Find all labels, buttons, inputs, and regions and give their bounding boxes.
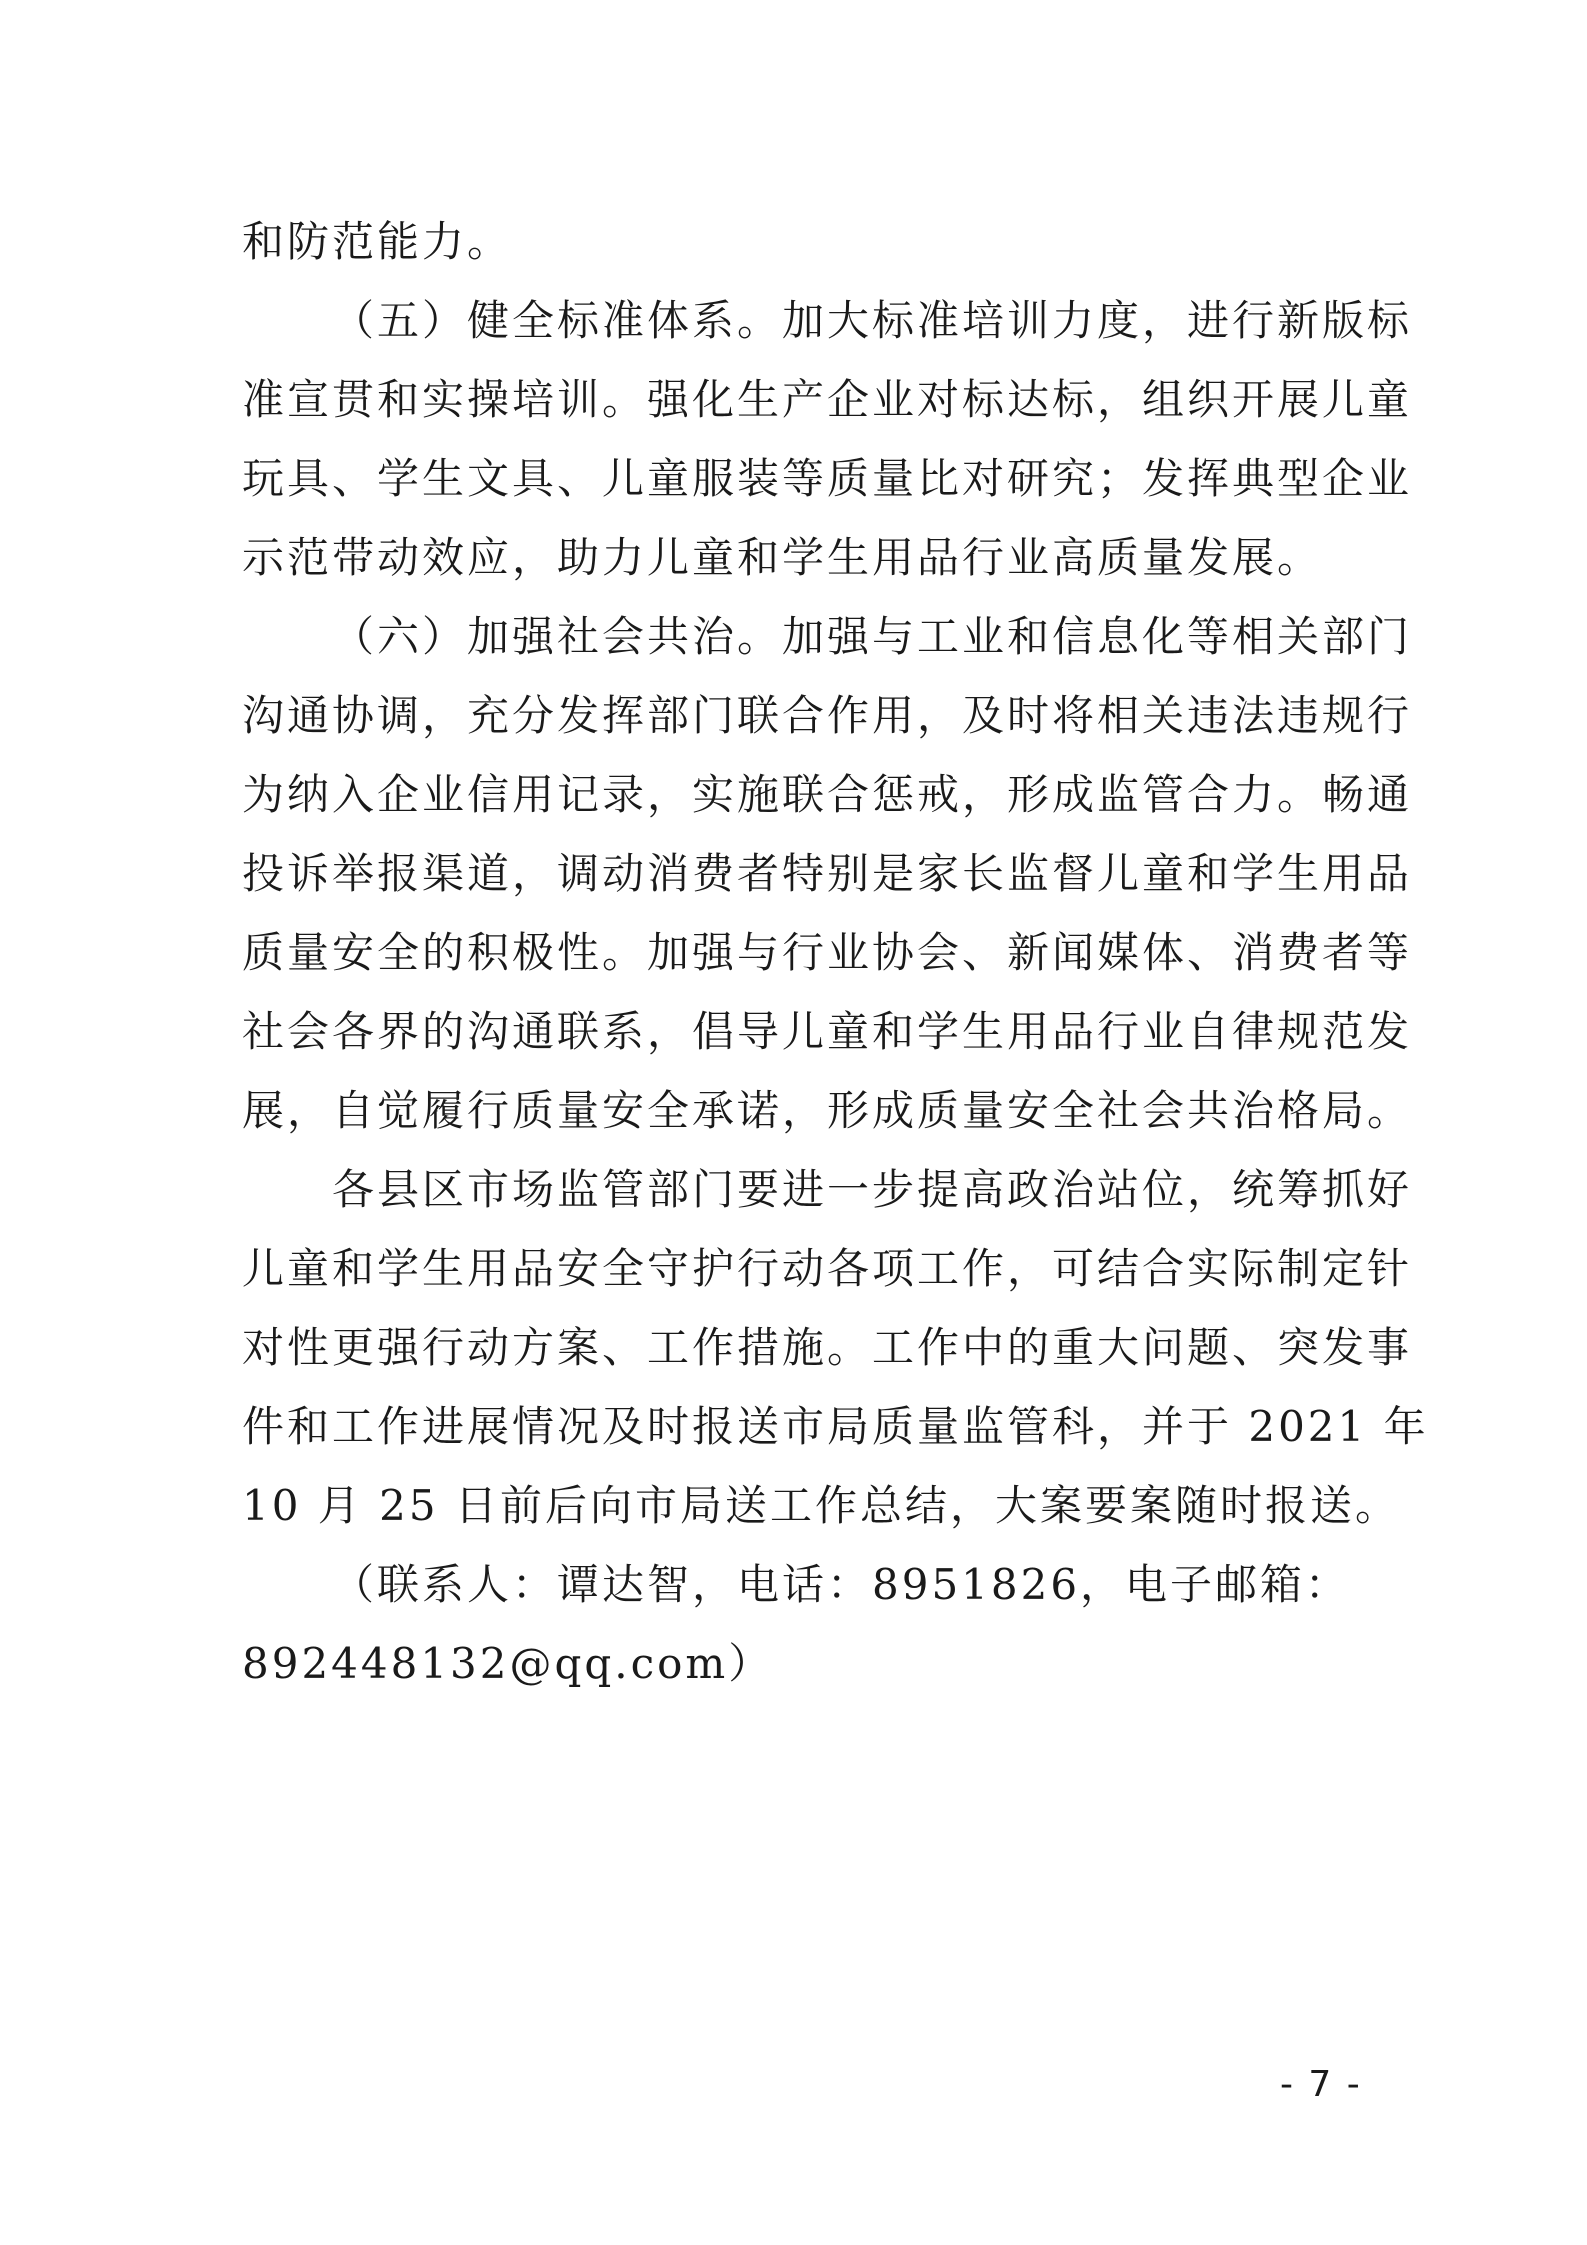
paragraph-line: 社会各界的沟通联系，倡导儿童和学生用品行业自律规范发 xyxy=(242,1007,1413,1056)
paragraph-line: 质量安全的积极性。加强与行业协会、新闻媒体、消费者等 xyxy=(242,928,1413,977)
paragraph-line: 沟通协调，充分发挥部门联合作用，及时将相关违法违规行 xyxy=(242,691,1413,740)
contact-email-line: 892448132@qq.com） xyxy=(242,1639,774,1688)
paragraph-line: 投诉举报渠道，调动消费者特别是家长监督儿童和学生用品 xyxy=(242,849,1413,898)
paragraph-line: （六）加强社会共治。加强与工业和信息化等相关部门 xyxy=(332,612,1413,661)
paragraph-line: 各县区市场监管部门要进一步提高政治站位，统筹抓好 xyxy=(332,1165,1413,1214)
paragraph-line: 和防范能力。 xyxy=(242,217,513,266)
paragraph-line: 10 月 25 日前后向市局送工作总结，大案要案随时报送。 xyxy=(242,1481,1400,1530)
document-body xyxy=(242,202,1429,1703)
paragraph-line: 示范带动效应，助力儿童和学生用品行业高质量发展。 xyxy=(242,533,1323,582)
paragraph-line: 玩具、学生文具、儿童服装等质量比对研究；发挥典型企业 xyxy=(242,454,1413,503)
paragraph-line: 对性更强行动方案、工作措施。工作中的重大问题、突发事 xyxy=(242,1323,1413,1372)
page-number: - 7 - xyxy=(1280,2064,1362,2105)
paragraph-line: 展，自觉履行质量安全承诺，形成质量安全社会共治格局。 xyxy=(242,1086,1413,1135)
contact-line: （联系人：谭达智，电话：8951826，电子邮箱： xyxy=(332,1560,1351,1609)
paragraph-line: 儿童和学生用品安全守护行动各项工作，可结合实际制定针 xyxy=(242,1244,1413,1293)
paragraph-line: 准宣贯和实操培训。强化生产企业对标达标，组织开展儿童 xyxy=(242,375,1413,424)
paragraph-line: 件和工作进展情况及时报送市局质量监管科，并于 2021 年 xyxy=(242,1402,1429,1451)
paragraph-line: （五）健全标准体系。加大标准培训力度，进行新版标 xyxy=(332,296,1413,345)
paragraph-line: 为纳入企业信用记录，实施联合惩戒，形成监管合力。畅通 xyxy=(242,770,1413,819)
